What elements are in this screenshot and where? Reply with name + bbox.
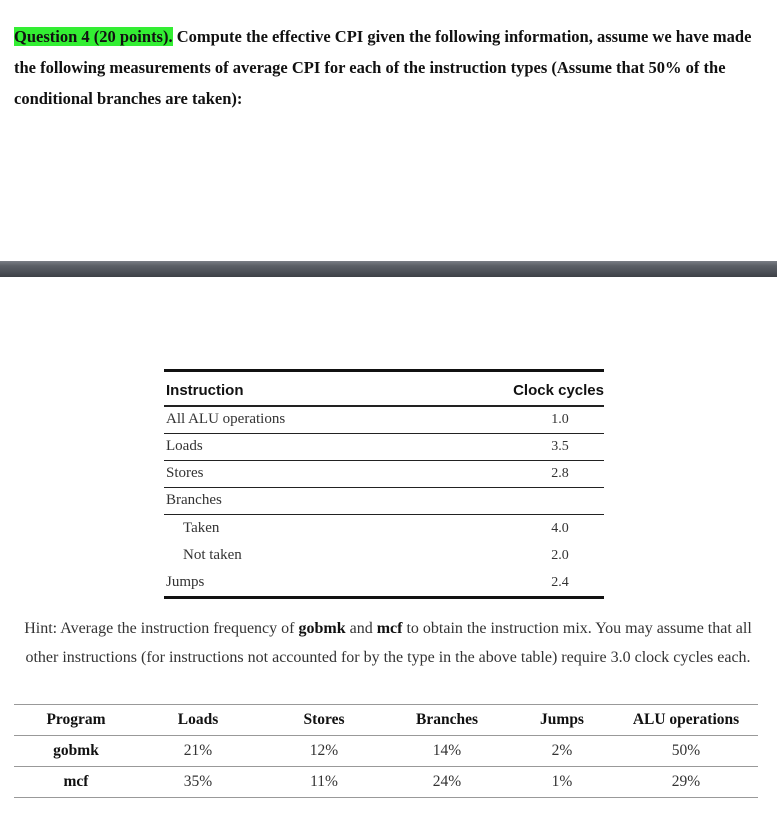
stores-header: Stores: [303, 711, 345, 728]
hint-prefix: Hint: Average the instruction frequency of: [24, 620, 299, 637]
instruction-cell: Not taken: [183, 547, 242, 563]
table-row: [164, 569, 604, 596]
alu-operations-header: ALU operations: [632, 711, 740, 728]
branches-header: Branches: [416, 711, 478, 728]
program-cell: mcf: [63, 773, 89, 790]
clock-cycles-cell: 2.0: [551, 548, 569, 563]
table-header-row: [164, 372, 604, 407]
table-header-row: [14, 705, 758, 736]
question-label: Question 4 (20 points).: [14, 27, 173, 46]
stores-cell: 11%: [310, 773, 338, 790]
alu-operations-cell: 50%: [671, 742, 701, 759]
program-cell: gobmk: [53, 742, 99, 759]
jumps-header: Jumps: [540, 711, 584, 728]
clock-cycles-table: [164, 369, 604, 599]
hint-and: and: [345, 620, 377, 637]
table-row: [164, 407, 604, 434]
program-header: Program: [46, 711, 106, 728]
clock-cycles-cell: 4.0: [551, 521, 569, 536]
loads-cell: 35%: [183, 773, 213, 790]
question-paragraph: [14, 21, 766, 114]
instruction-cell: Loads: [166, 438, 203, 454]
branches-cell: 24%: [432, 773, 462, 790]
table-row: [164, 434, 604, 461]
hint-paragraph: [8, 614, 768, 672]
hint-suffix: to obtain the instruction mix. You may assume that all other instructions (for instructions not accounted for by the type in the above table) require 3.0 clock cycles each.: [25, 620, 752, 666]
table-row: [14, 736, 758, 767]
clock-cycles-header: Clock cycles: [513, 382, 604, 399]
table-row: [164, 542, 604, 569]
instruction-cell: All ALU operations: [166, 411, 286, 427]
branches-cell: 14%: [432, 742, 462, 759]
clock-cycles-cell: 2.8: [551, 466, 569, 481]
instruction-cell: Jumps: [166, 574, 205, 590]
instruction-mix-table: [14, 704, 758, 798]
section-divider: [0, 261, 777, 277]
jumps-cell: 1%: [551, 773, 573, 790]
table-row: [164, 515, 604, 542]
table-row: [164, 461, 604, 488]
table-row: [164, 488, 604, 515]
instruction-cell: Taken: [183, 520, 220, 536]
alu-operations-cell: 29%: [671, 773, 701, 790]
instruction-header: Instruction: [166, 382, 244, 399]
question-text: Compute the effective CPI given the following information, assume we have made the following measurements of average CPI for each of the instruction types (Assume that 50% of the conditional branches are taken):: [14, 27, 752, 108]
hint-program-mcf: mcf: [376, 620, 403, 637]
jumps-cell: 2%: [551, 742, 573, 759]
clock-cycles-cell: 1.0: [551, 412, 569, 427]
instruction-cell: Branches: [166, 492, 222, 508]
clock-cycles-cell: 3.5: [551, 439, 569, 454]
stores-cell: 12%: [309, 742, 339, 759]
loads-cell: 21%: [183, 742, 213, 759]
hint-program-gobmk: gobmk: [298, 620, 346, 637]
instruction-cell: Stores: [166, 465, 204, 481]
table-row: [14, 767, 758, 798]
clock-cycles-cell: 2.4: [551, 575, 569, 590]
loads-header: Loads: [177, 711, 219, 728]
